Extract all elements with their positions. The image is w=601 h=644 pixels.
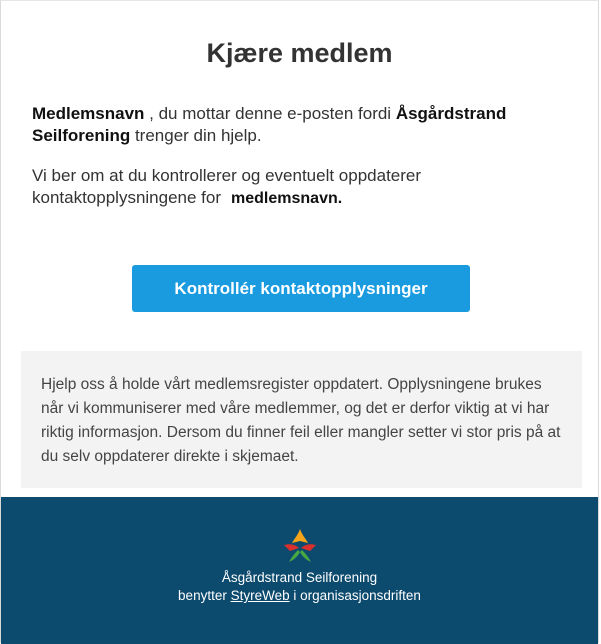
member-name: Medlemsnavn <box>32 104 145 123</box>
member-name-lower: medlemsnavn. <box>231 190 343 207</box>
footer-uses-line <box>1 587 598 605</box>
footer <box>1 497 598 644</box>
intro-text-end: trenger din hjelp. <box>130 126 262 145</box>
info-box <box>21 351 582 488</box>
page-title: Kjære medlem <box>206 38 393 68</box>
footer-prefix: benytter <box>178 588 231 603</box>
check-contact-info-button[interactable]: Kontrollér kontaktopplysninger <box>132 265 470 312</box>
org-name: Åsgårdstrand Seilforening <box>32 104 507 145</box>
styreweb-logo-icon <box>278 525 322 565</box>
footer-org-name: Åsgårdstrand Seilforening <box>221 570 378 585</box>
request-paragraph <box>32 165 552 210</box>
intro-paragraph <box>32 103 552 147</box>
footer-suffix: i organisasjonsdriften <box>289 588 421 603</box>
intro-text: , du mottar denne e-posten fordi <box>144 104 396 123</box>
info-text: Hjelp oss å holde vårt medlemsregister oppdatert. Opplysningene brukes når vi kommuniserer med våre medlemmer, og det er derfor viktig at vi har riktig informasjon. Dersom du finner feil eller mangler setter vi stor pris på at du selv oppdaterer direkte i skjemaet. <box>41 376 561 465</box>
styreweb-link[interactable]: StyreWeb <box>230 588 290 603</box>
request-text: Vi ber om at du kontrollerer og eventuelt oppdaterer kontaktopplysningene for <box>32 166 422 207</box>
